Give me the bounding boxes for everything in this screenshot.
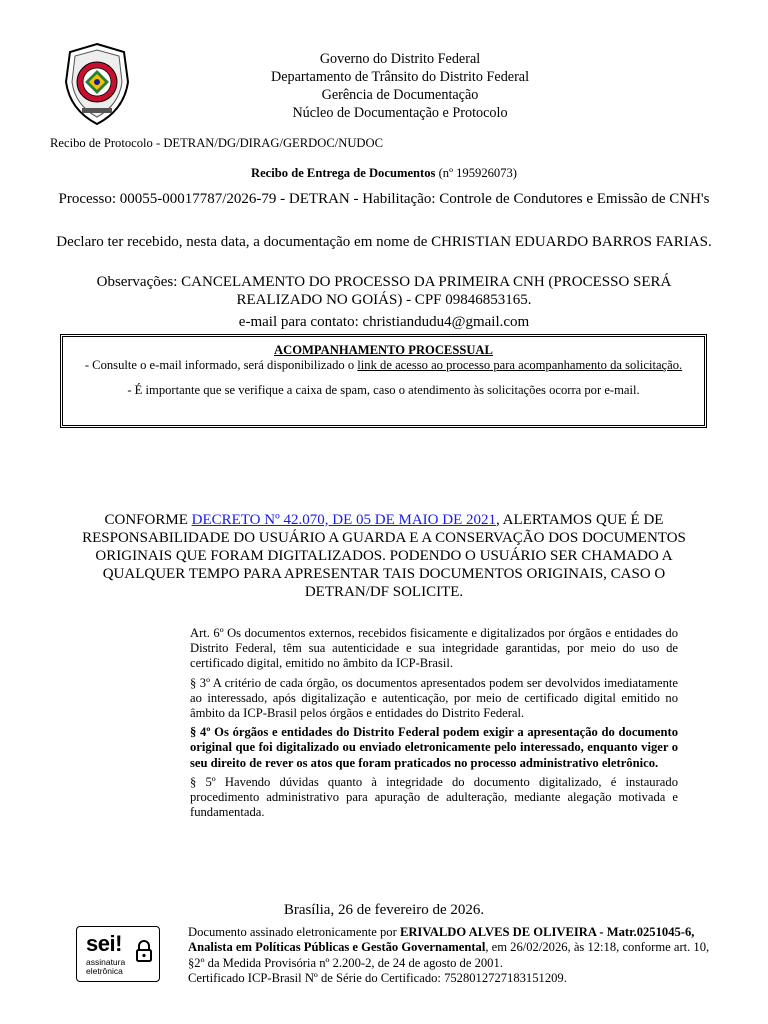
electronic-signature-text	[188, 925, 718, 987]
declaration-line: Declaro ter recebido, nesta data, a documentação em nome de CHRISTIAN EDUARDO BARROS FARIAS.	[56, 234, 712, 250]
header-line-department: Departamento de Trânsito do Distrito Federal	[270, 69, 530, 85]
tracking-title: ACOMPANHAMENTO PROCESSUAL	[274, 343, 493, 357]
law-paragraph-3: § 3º A critério de cada órgão, os documentos apresentados podem ser devolvidos imediatamente ao interessado, após digitalização e autenticação, por meio de certificado digital emitido no âmbito da ICP-Brasil pelos órgãos e entidades do Distrito Federal.	[190, 675, 678, 721]
process-line: Processo: 00055-00017787/2026-79 - DETRAN - Habilitação: Controle de Condutores e Emissão de CNH's	[58, 191, 710, 207]
spam-note: - É importante que se verifique a caixa de spam, caso o atendimento às solicitações ocorra por e-mail.	[127, 383, 640, 397]
law-paragraph-4: § 4º Os órgãos e entidades do Distrito Federal podem exigir a apresentação do documento original que foi digitalizado ou enviado eletronicamente pelo interessado, enquanto viger o seu direito de rever os atos que foram praticados no processo administrativo eletrônico.	[190, 725, 678, 770]
document-header	[200, 50, 600, 122]
sei-badge-sub1: assinatura	[86, 957, 126, 967]
city-date: Brasília, 26 de fevereiro de 2026.	[283, 902, 485, 918]
law-paragraph-5: § 5º Havendo dúvidas quanto à integridade do documento digitalizado, é instaurado procedimento administrativo para apuração de adulteração, mediante alegação motivada e fundamentada.	[190, 774, 678, 820]
tracking-instructions-text: - Consulte o e-mail informado, será disponibilizado o	[84, 358, 358, 372]
receipt-title-text: Recibo de Entrega de Documentos	[250, 166, 436, 180]
receipt-number: (nº 195926073)	[438, 166, 518, 180]
sei-electronic-signature-badge[interactable]	[76, 926, 160, 982]
warning-text: , ALERTAMOS QUE É DE RESPONSABILIDADE DO USUÁRIO A GUARDA E A CONSERVAÇÃO DOS DOCUMENTOS ORIGINAIS QUE FORAM DIGITALIZADOS. PODENDO O USUÁRIO SER CHAMADO A QUALQUER TEMPO PARA APRESENTAR TAIS DOCUMENTOS ORIGINAIS, CASO O DETRAN/DF SOLICITE.	[82, 512, 686, 600]
certificate-line: Certificado ICP-Brasil Nº de Série do Certificado: 7528012727183151209.	[188, 971, 567, 986]
detran-df-emblem-icon	[62, 42, 132, 126]
law-article-6: Art. 6º Os documentos externos, recebidos fisicamente e digitalizados por órgãos e entidades do Distrito Federal, têm sua autenticidade e sua integridade garantidas, por meio do uso de certificado digital, emitido no âmbito da ICP-Brasil.	[190, 626, 678, 671]
tracking-box	[62, 336, 705, 426]
signature-prefix: Documento assinado eletronicamente por	[188, 925, 400, 939]
sei-badge-subtitle	[86, 958, 125, 976]
sei-badge-sub2: eletrônica	[86, 966, 123, 976]
signature-details: , em 26/02/2026, às 12:18, conforme art. 10, §2º da Medida Provisória nº 2.200-2, de 24 de agosto de 2001.	[188, 940, 710, 970]
warning-prefix: CONFORME	[104, 512, 192, 528]
header-line-government: Governo do Distrito Federal	[319, 51, 481, 67]
contact-email-line: e-mail para contato: christiandudu4@gmail.com	[238, 314, 530, 330]
protocol-line: Recibo de Protocolo - DETRAN/DG/DIRAG/GERDOC/NUDOC	[50, 136, 384, 150]
lock-icon	[135, 939, 153, 963]
header-line-nucleus: Núcleo de Documentação e Protocolo	[292, 105, 508, 121]
receipt-title	[0, 166, 768, 181]
process-access-link[interactable]: link de acesso ao processo para acompanhamento da solicitação.	[357, 358, 683, 372]
decree-link[interactable]: DECRETO Nº 42.070, DE 05 DE MAIO DE 2021	[191, 512, 496, 528]
header-line-management: Gerência de Documentação	[321, 87, 479, 103]
observations-line: Observações: CANCELAMENTO DO PROCESSO DA PRIMEIRA CNH (PROCESSO SERÁ REALIZADO NO GOIÁS) - CPF 09846853165.	[96, 274, 672, 308]
responsibility-warning	[60, 511, 708, 601]
tracking-instructions	[63, 358, 704, 373]
law-excerpt	[190, 626, 678, 824]
sei-logo-text: sei!	[86, 931, 122, 956]
signer-name: ERIVALDO ALVES DE OLIVEIRA - Matr.0251045-6, Analista em Políticas Públicas e Gestão Governamental	[188, 925, 695, 955]
